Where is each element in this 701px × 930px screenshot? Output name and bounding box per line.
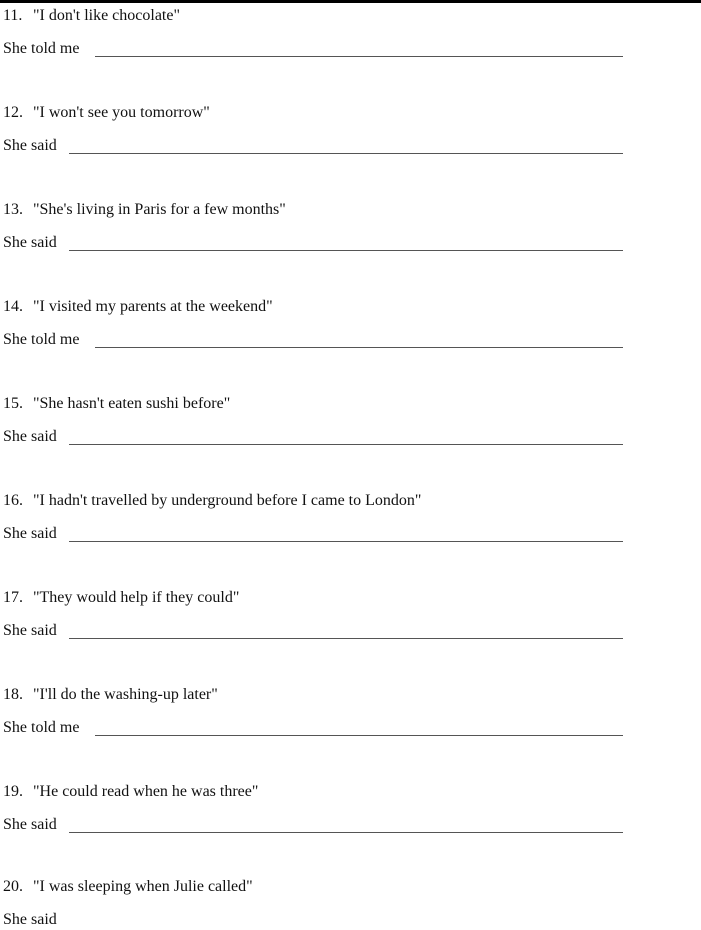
exercise-number: 12. [3, 104, 23, 121]
answer-blank[interactable] [69, 832, 623, 833]
exercise-14 [3, 297, 663, 350]
exercise-19 [3, 782, 663, 835]
exercise-sentence [3, 877, 663, 897]
answer-row [3, 136, 663, 156]
exercise-quote: "I don't like chocolate" [33, 7, 181, 24]
answer-lead: She told me [3, 719, 80, 736]
answer-lead: She said [3, 234, 57, 251]
exercise-quote: "I'll do the washing-up later" [33, 686, 218, 703]
exercise-number: 14. [3, 298, 23, 315]
exercise-sentence [3, 782, 663, 802]
exercise-sentence [3, 200, 663, 220]
answer-row [3, 815, 663, 835]
answer-blank[interactable] [95, 347, 623, 348]
answer-row [3, 621, 663, 641]
exercise-quote: "They would help if they could" [33, 589, 240, 606]
exercise-sentence [3, 297, 663, 317]
answer-row [3, 233, 663, 253]
exercise-sentence [3, 6, 663, 26]
answer-blank[interactable] [69, 444, 623, 445]
exercise-number: 13. [3, 201, 23, 218]
answer-row [3, 524, 663, 544]
exercise-13 [3, 200, 663, 253]
top-border [0, 0, 701, 3]
exercise-20 [3, 877, 663, 930]
answer-lead: She said [3, 911, 57, 928]
exercise-quote: "I won't see you tomorrow" [33, 104, 210, 121]
exercise-quote: "I hadn't travelled by underground before I came to London" [33, 492, 422, 509]
answer-blank[interactable] [69, 250, 623, 251]
answer-lead: She told me [3, 40, 80, 57]
exercise-quote: "She's living in Paris for a few months" [33, 201, 286, 218]
exercise-number: 20. [3, 878, 23, 895]
exercise-17 [3, 588, 663, 641]
answer-lead: She said [3, 816, 57, 833]
exercise-number: 17. [3, 589, 23, 606]
exercise-sentence [3, 685, 663, 705]
answer-row [3, 910, 663, 930]
exercise-sentence [3, 394, 663, 414]
exercise-18 [3, 685, 663, 738]
exercise-15 [3, 394, 663, 447]
answer-row [3, 427, 663, 447]
answer-lead: She told me [3, 331, 80, 348]
answer-row [3, 330, 663, 350]
exercise-sentence [3, 103, 663, 123]
exercise-number: 11. [3, 7, 23, 24]
answer-lead: She said [3, 428, 57, 445]
exercise-number: 18. [3, 686, 23, 703]
answer-blank[interactable] [69, 153, 623, 154]
exercise-sentence [3, 588, 663, 608]
exercise-number: 16. [3, 492, 23, 509]
exercise-number: 19. [3, 783, 23, 800]
exercise-16 [3, 491, 663, 544]
exercise-number: 15. [3, 395, 23, 412]
exercise-quote: "I visited my parents at the weekend" [33, 298, 273, 315]
answer-row [3, 39, 663, 59]
answer-blank[interactable] [95, 735, 623, 736]
exercise-quote: "I was sleeping when Julie called" [33, 878, 253, 895]
exercise-quote: "He could read when he was three" [33, 783, 259, 800]
answer-blank[interactable] [69, 638, 623, 639]
exercise-sentence [3, 491, 663, 511]
answer-blank[interactable] [69, 541, 623, 542]
answer-lead: She said [3, 525, 57, 542]
exercise-11 [3, 6, 663, 59]
exercise-12 [3, 103, 663, 156]
answer-lead: She said [3, 137, 57, 154]
answer-row [3, 718, 663, 738]
answer-blank[interactable] [95, 56, 623, 57]
answer-lead: She said [3, 622, 57, 639]
exercise-quote: "She hasn't eaten sushi before" [33, 395, 231, 412]
